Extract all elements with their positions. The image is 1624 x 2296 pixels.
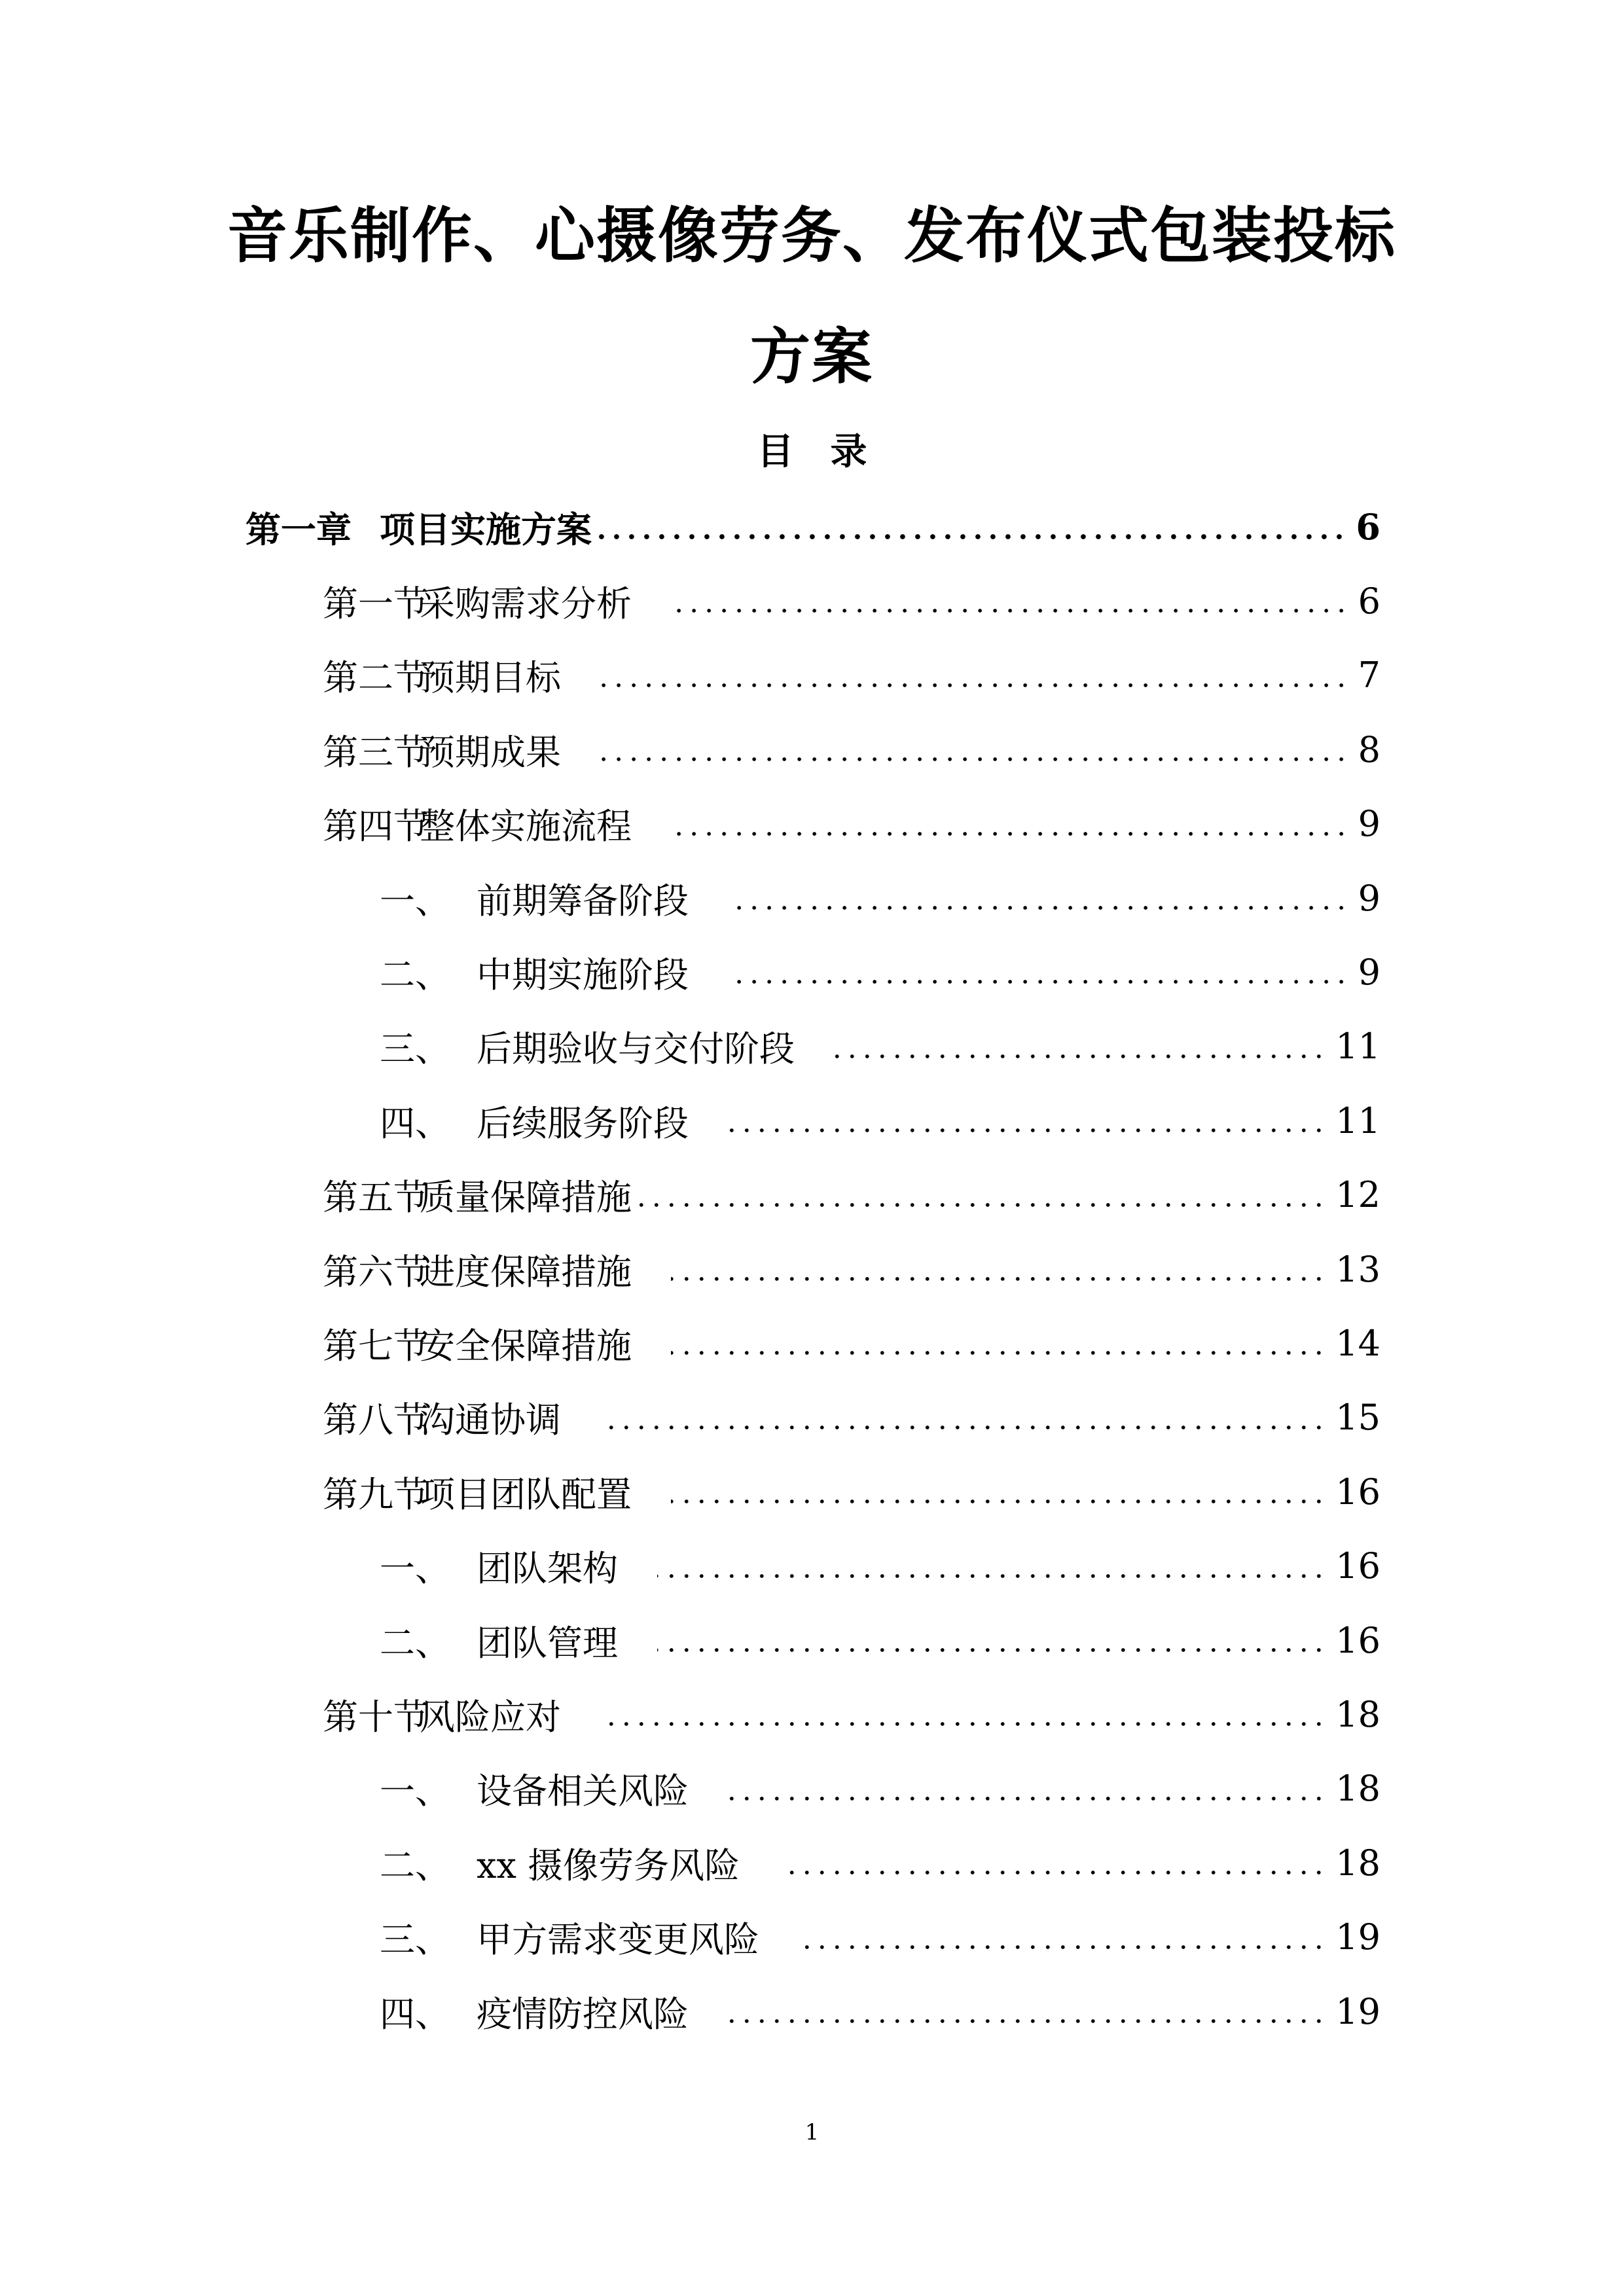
toc-dot-leader	[671, 1276, 1326, 1282]
toc-entry[interactable]	[323, 1317, 1380, 1369]
toc-entry-page-number: 18	[1335, 1768, 1380, 1810]
toc-dot-leader	[799, 1944, 1326, 1950]
toc-entry-title: 预期成果	[420, 731, 561, 773]
toc-entry-title: 风险应对	[420, 1696, 561, 1738]
toc-entry-page-number: 14	[1335, 1322, 1380, 1364]
toc-entry-number: 第九节	[323, 1473, 429, 1515]
toc-entry-title: 团队管理	[477, 1622, 618, 1664]
toc-entry-page-number: 12	[1335, 1174, 1380, 1216]
toc-entry-page-number: 18	[1335, 1693, 1380, 1735]
toc-entry[interactable]	[380, 1763, 1380, 1815]
toc-entry-title: xx 摄像劳务风险	[477, 1844, 740, 1886]
toc-entry-title: 中期实施阶段	[477, 954, 689, 996]
toc-entry-page-number: 7	[1358, 655, 1380, 696]
toc-entry[interactable]	[380, 1094, 1380, 1147]
toc-dot-leader	[834, 1053, 1326, 1060]
toc-entry-page-number: 19	[1335, 1990, 1380, 2032]
toc-entry-number: 第二节	[323, 657, 429, 699]
toc-entry-page-number: 16	[1335, 1471, 1380, 1513]
toc-dot-leader	[728, 1127, 1326, 1134]
toc-entry[interactable]	[323, 649, 1380, 702]
toc-entry-title: 疫情防控风险	[477, 1993, 689, 2035]
toc-entry-number: 第五节	[323, 1177, 429, 1219]
toc-entry-title: 整体实施流程	[420, 806, 632, 848]
toc-entry-number: 四、	[380, 1993, 450, 2035]
toc-entry-number: 三、	[380, 1028, 450, 1070]
toc-entry-number: 第八节	[323, 1399, 429, 1441]
toc-dot-leader	[728, 978, 1349, 985]
toc-entry[interactable]	[380, 1837, 1380, 1889]
toc-entry-page-number: 9	[1358, 803, 1380, 845]
toc-entry-title: 沟通协调	[420, 1399, 561, 1441]
toc-entry-number: 第三节	[323, 731, 429, 773]
toc-entry-title: 采购需求分析	[420, 583, 632, 624]
toc-entry-title: 预期目标	[420, 657, 561, 699]
toc-entry-page-number: 6	[1358, 580, 1380, 622]
toc-entry[interactable]	[323, 1465, 1380, 1518]
document-title-line-1: 音乐制作、心摄像劳务、发布仪式包装投标	[226, 200, 1396, 271]
toc-entry-number: 四、	[380, 1102, 450, 1144]
toc-entry-title: 质量保障措施	[420, 1177, 632, 1219]
toc-entry-page-number: 11	[1335, 1100, 1380, 1141]
toc-entry-number: 二、	[380, 954, 450, 996]
toc-entry-page-number: 13	[1335, 1248, 1380, 1290]
toc-entry-number: 一、	[380, 880, 450, 922]
toc-entry-page-number: 19	[1335, 1916, 1380, 1958]
toc-entry-title: 后续服务阶段	[477, 1102, 689, 1144]
toc-entry[interactable]	[323, 798, 1380, 850]
toc-dot-leader	[600, 756, 1349, 762]
toc-entry-page-number: 6	[1356, 506, 1380, 548]
toc-entry[interactable]	[323, 1243, 1380, 1295]
toc-entry[interactable]	[380, 1985, 1380, 2037]
toc-dot-leader	[671, 1498, 1326, 1505]
toc-dot-leader	[657, 1647, 1326, 1653]
toc-entry[interactable]	[380, 1911, 1380, 1964]
toc-entry-number: 第一章	[245, 508, 352, 550]
toc-entry[interactable]	[380, 1020, 1380, 1073]
page-number: 1	[804, 2119, 820, 2145]
toc-dot-leader	[596, 533, 1346, 540]
toc-entry[interactable]	[323, 723, 1380, 776]
toc-dot-leader	[728, 905, 1349, 911]
toc-entry-number: 第六节	[323, 1251, 429, 1293]
toc-entry-number: 一、	[380, 1770, 450, 1812]
toc-entry[interactable]	[380, 1540, 1380, 1592]
toc-entry-page-number: 16	[1335, 1545, 1380, 1587]
toc-dot-leader	[657, 1573, 1326, 1579]
toc-entry-number: 第四节	[323, 806, 429, 848]
toc-entry-title: 安全保障措施	[420, 1325, 632, 1367]
toc-entry-page-number: 18	[1335, 1842, 1380, 1884]
toc-entry-number: 一、	[380, 1548, 450, 1590]
toc-entry-page-number: 9	[1358, 951, 1380, 993]
toc-heading: 目录	[757, 430, 904, 473]
toc-entry-title: 后期验收与交付阶段	[477, 1028, 795, 1070]
toc-dot-leader	[779, 1869, 1326, 1876]
toc-entry[interactable]	[323, 1391, 1380, 1444]
toc-dot-leader	[728, 2018, 1326, 2024]
toc-entry-number: 第七节	[323, 1325, 429, 1367]
toc-entry[interactable]	[245, 501, 1380, 553]
toc-dot-leader	[636, 1202, 1326, 1208]
toc-entry[interactable]	[323, 575, 1380, 627]
toc-entry[interactable]	[380, 1614, 1380, 1666]
toc-dot-leader	[600, 682, 1349, 689]
toc-entry-title: 设备相关风险	[477, 1770, 689, 1812]
toc-entry-title: 进度保障措施	[420, 1251, 632, 1293]
toc-entry[interactable]	[323, 1688, 1380, 1740]
toc-entry-page-number: 15	[1335, 1397, 1380, 1439]
toc-entry-page-number: 16	[1335, 1619, 1380, 1661]
toc-entry-title: 项目实施方案	[380, 508, 592, 550]
toc-dot-leader	[600, 1721, 1326, 1727]
toc-dot-leader	[600, 1424, 1326, 1431]
toc-entry[interactable]	[380, 872, 1380, 924]
toc-entry-title: 团队架构	[477, 1548, 618, 1590]
toc-entry-number: 二、	[380, 1622, 450, 1664]
toc-entry-number: 第十节	[323, 1696, 429, 1738]
toc-entry-page-number: 11	[1335, 1026, 1380, 1067]
toc-dot-leader	[671, 831, 1349, 837]
toc-entry-number: 第一节	[323, 583, 429, 624]
document-title-line-2: 方案	[749, 321, 873, 392]
toc-dot-leader	[671, 1350, 1326, 1356]
toc-entry-title: 甲方需求变更风险	[477, 1919, 759, 1961]
toc-dot-leader	[728, 1795, 1326, 1802]
toc-entry[interactable]	[323, 1169, 1380, 1221]
toc-entry-title: 前期筹备阶段	[477, 880, 689, 922]
toc-entry-number: 三、	[380, 1919, 450, 1961]
toc-entry-page-number: 9	[1358, 877, 1380, 919]
toc-entry-number: 二、	[380, 1844, 450, 1886]
toc-entry-title: 项目团队配置	[420, 1473, 632, 1515]
toc-dot-leader	[671, 607, 1349, 614]
toc-entry-page-number: 8	[1358, 728, 1380, 770]
toc-entry[interactable]	[380, 946, 1380, 998]
